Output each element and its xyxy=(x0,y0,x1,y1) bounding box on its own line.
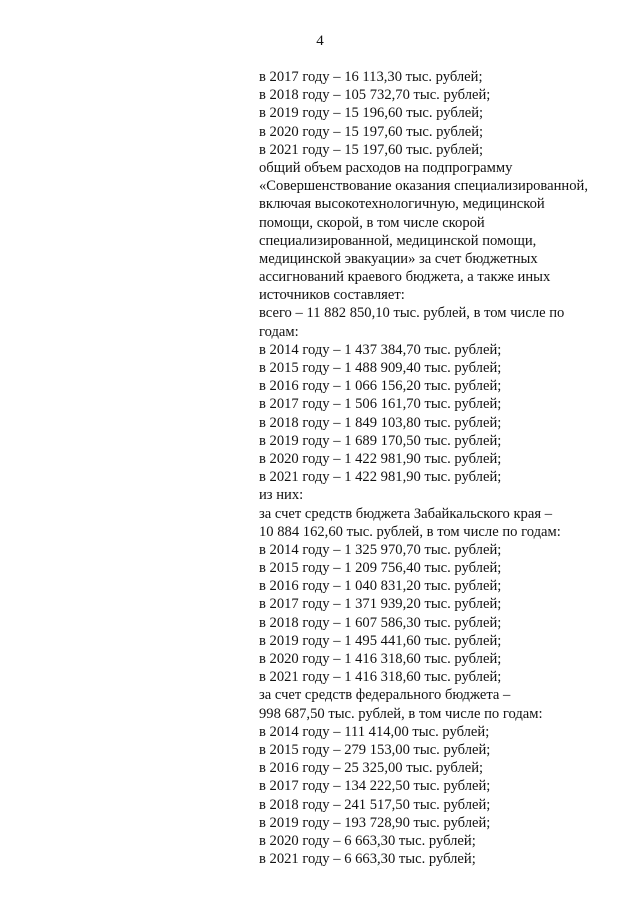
text-line: 998 687,50 тыс. рублей, в том числе по годам: xyxy=(259,705,543,722)
text-line: общий объем расходов на подпрограмму xyxy=(259,159,513,176)
text-line: всего – 11 882 850,10 тыс. рублей, в том числе по xyxy=(259,305,565,322)
text-line: в 2020 году – 6 663,30 тыс. рублей; xyxy=(259,832,476,849)
text-line: в 2015 году – 1 209 756,40 тыс. рублей; xyxy=(259,560,502,577)
text-line: в 2014 году – 111 414,00 тыс. рублей; xyxy=(259,723,490,740)
text-line: в 2018 году – 1 607 586,30 тыс. рублей; xyxy=(259,614,502,631)
text-line: из них: xyxy=(259,487,304,504)
text-line: медицинской эвакуации» за счет бюджетных xyxy=(259,250,538,267)
document-body xyxy=(259,68,619,868)
text-line: «Совершенствование оказания специализированной, xyxy=(259,178,588,195)
text-line: в 2016 году – 25 325,00 тыс. рублей; xyxy=(259,760,484,777)
text-line: в 2018 году – 105 732,70 тыс. рублей; xyxy=(259,87,491,104)
text-line: в 2017 году – 134 222,50 тыс. рублей; xyxy=(259,778,491,795)
text-line: в 2021 году – 1 422 981,90 тыс. рублей; xyxy=(259,469,502,486)
text-line: в 2014 году – 1 325 970,70 тыс. рублей; xyxy=(259,541,502,558)
text-line: в 2016 году – 1 040 831,20 тыс. рублей; xyxy=(259,578,502,595)
text-line: помощи, скорой, в том числе скорой xyxy=(259,214,485,231)
text-line: в 2020 году – 1 416 318,60 тыс. рублей; xyxy=(259,651,502,667)
text-line: в 2020 году – 1 422 981,90 тыс. рублей; xyxy=(259,450,502,467)
text-line: источников составляет: xyxy=(259,287,405,304)
text-line: за счет средств бюджета Забайкальского края – xyxy=(259,505,552,522)
text-line: годам: xyxy=(259,323,299,340)
text-line: ассигнований краевого бюджета, а также иных xyxy=(259,269,551,286)
text-line: в 2019 году – 1 495 441,60 тыс. рублей; xyxy=(259,632,502,649)
text-line: в 2017 году – 1 371 939,20 тыс. рублей; xyxy=(259,596,502,613)
text-line: в 2015 году – 1 488 909,40 тыс. рублей; xyxy=(259,360,502,376)
text-line: в 2016 году – 1 066 156,20 тыс. рублей; xyxy=(259,378,502,395)
text-line: в 2019 году – 193 728,90 тыс. рублей; xyxy=(259,814,491,831)
text-line: в 2014 году – 1 437 384,70 тыс. рублей; xyxy=(259,341,502,358)
text-line: в 2021 году – 1 416 318,60 тыс. рублей; xyxy=(259,669,502,686)
text-line: в 2021 году – 6 663,30 тыс. рублей; xyxy=(259,851,476,868)
text-line: за счет средств федерального бюджета – xyxy=(259,687,511,704)
text-line: в 2017 году – 16 113,30 тыс. рублей; xyxy=(259,69,483,85)
text-line: включая высокотехнологичную, медицинской xyxy=(259,196,545,213)
text-line: в 2015 году – 279 153,00 тыс. рублей; xyxy=(259,741,491,758)
text-line: в 2018 году – 241 517,50 тыс. рублей; xyxy=(259,796,491,813)
text-line: в 2017 году – 1 506 161,70 тыс. рублей; xyxy=(259,396,502,413)
text-line: в 2018 году – 1 849 103,80 тыс. рублей; xyxy=(259,414,502,431)
text-line: 10 884 162,60 тыс. рублей, в том числе по годам: xyxy=(259,523,561,540)
text-line: в 2019 году – 1 689 170,50 тыс. рублей; xyxy=(259,432,502,449)
text-line: в 2020 году – 15 197,60 тыс. рублей; xyxy=(259,123,484,140)
text-line: специализированной, медицинской помощи, xyxy=(259,232,537,249)
page-number: 4 xyxy=(316,33,324,49)
text-line: в 2021 году – 15 197,60 тыс. рублей; xyxy=(259,141,484,158)
text-line: в 2019 году – 15 196,60 тыс. рублей; xyxy=(259,105,484,122)
